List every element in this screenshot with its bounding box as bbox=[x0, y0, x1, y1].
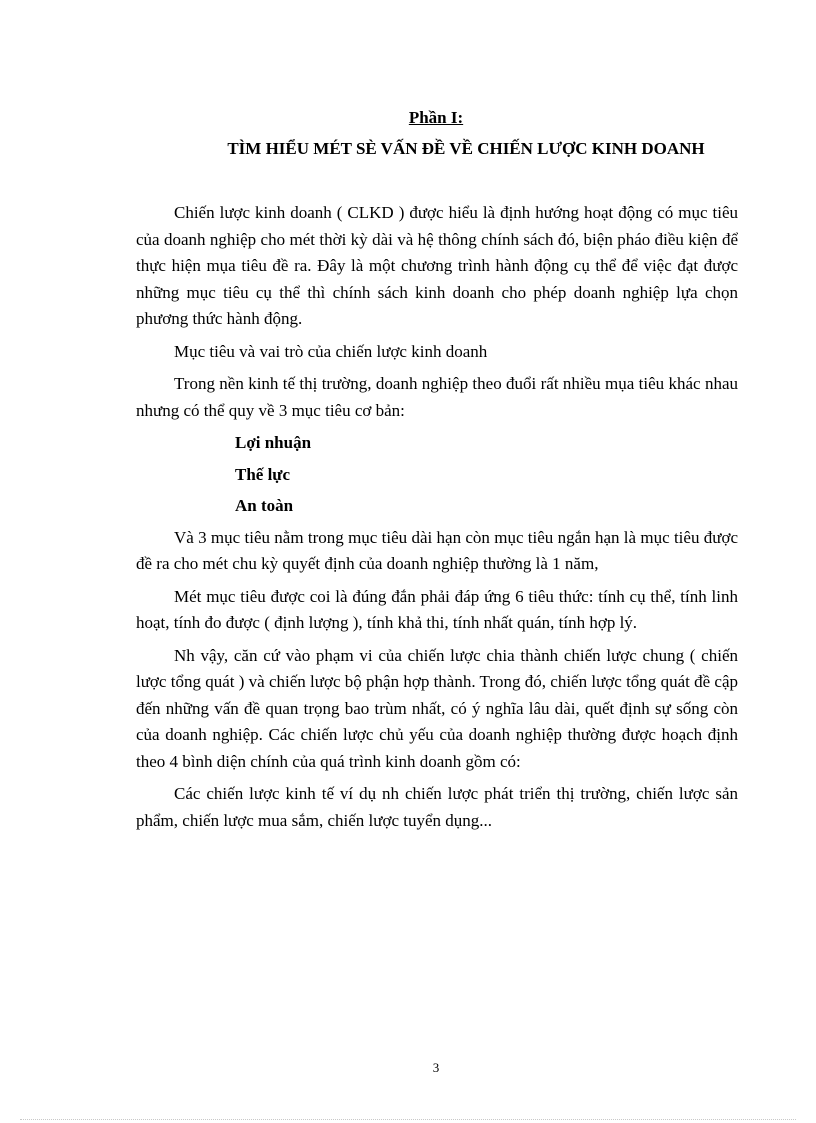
section-title: TÌM HIỂU MÉT SÈ VẤN ĐỀ VỀ CHIẾN LƯỢC KINH DOANH bbox=[227, 139, 705, 158]
document-body bbox=[136, 200, 738, 840]
paragraph: Và 3 mục tiêu nằm trong mục tiêu dài hạn còn mục tiêu ngắn hạn là mục tiêu được đề ra cho mét chu kỳ quyết định của doanh nghiệp thường là 1 năm, bbox=[136, 527, 738, 573]
paragraph: Mục tiêu và vai trò của chiến lược kinh doanh bbox=[174, 341, 488, 361]
paragraph: Chiến lược kinh doanh ( CLKD ) được hiểu là định hướng hoạt động có mục tiêu của doanh nghiệp cho mét thời kỳ dài và hệ thông chính sách đó, biện pháo điều kiện để thực hiện mụa tiêu đề ra. Đây là một chương trình hành động cụ thể để việc đạt được những mục tiêu cụ thể thì chính sách kinh doanh cho phép doanh nghiệp lựa chọn phương thức hành động. bbox=[136, 203, 738, 328]
list-item: Lợi nhuận bbox=[235, 433, 312, 452]
page-bottom-border bbox=[20, 1119, 796, 1120]
section-label: Phần I: bbox=[408, 108, 464, 127]
list-item: An toàn bbox=[235, 496, 294, 515]
paragraph: Mét mục tiêu được coi là đúng đắn phải đáp ứng 6 tiêu thức: tính cụ thể, tính linh hoạt, tính đo được ( định lượng ), tính khả thi, tính nhất quán, tính hợp lý. bbox=[136, 586, 738, 632]
paragraph: Nh vậy, căn cứ vào phạm vi của chiến lược chia thành chiến lược chung ( chiến lược tổng quát ) và chiến lược bộ phận hợp thành. Trong đó, chiến lược tổng quát đề cập đến những vấn đề quan trọng bao trùm nhất, có ý nghĩa lâu dài, quết định sự sống còn của doanh nghiệp. Các chiến lược chủ yếu của doanh nghiệp thường được hoạch định theo 4 bình diện chính của quá trình kinh doanh gồm có: bbox=[136, 645, 738, 771]
paragraph: Các chiến lược kinh tế ví dụ nh chiến lược phát triển thị trường, chiến lược sản phẩm, chiến lược mua sắm, chiến lược tuyển dụng... bbox=[136, 784, 738, 830]
paragraph: Trong nền kinh tế thị trường, doanh nghiệp theo đuổi rất nhiều mụa tiêu khác nhau nhưng có thể quy về 3 mục tiêu cơ bản: bbox=[136, 374, 738, 420]
page-number: 3 bbox=[432, 1060, 440, 1075]
list-item: Thế lực bbox=[235, 464, 291, 484]
